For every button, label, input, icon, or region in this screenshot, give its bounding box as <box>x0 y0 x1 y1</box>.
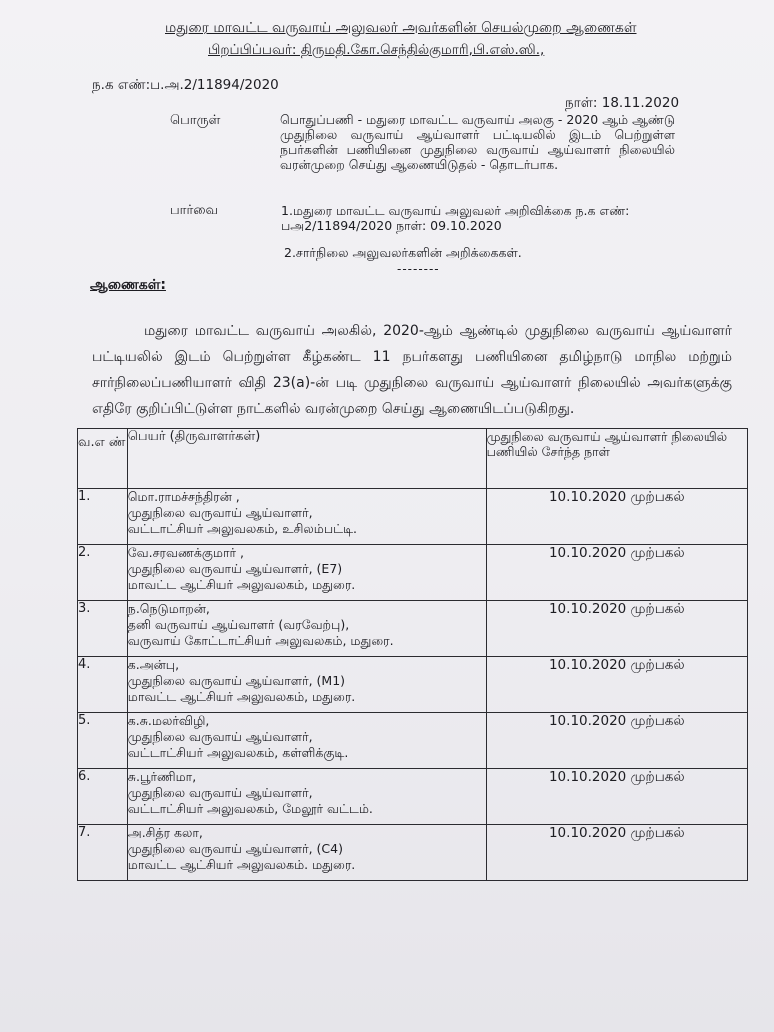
row-serial: 3. <box>78 601 128 657</box>
person-designation: முதுநிலை வருவாய் ஆய்வாளர், <box>127 785 313 800</box>
header-serial-number: வ.எ ண் <box>78 429 128 489</box>
table-row <box>78 657 748 713</box>
order-date: நாள்: 18.11.2020 <box>565 95 680 111</box>
table-row <box>78 713 748 769</box>
reference-label: பார்வை <box>170 203 219 218</box>
person-name: க.அன்பு, <box>127 657 180 672</box>
table-header-row <box>78 429 748 489</box>
table-row <box>78 489 748 545</box>
person-office: மாவட்ட ஆட்சியர் அலுவலகம். மதுரை. <box>127 857 356 872</box>
table-row <box>78 601 748 657</box>
row-joining-date: 10.10.2020 முற்பகல் <box>486 601 747 657</box>
person-office: மாவட்ட ஆட்சியர் அலுவலகம், மதுரை. <box>127 577 356 592</box>
person-name: க.சு.மலர்விழி, <box>127 713 210 728</box>
row-person <box>127 825 486 881</box>
order-paragraph: மதுரை மாவட்ட வருவாய் அலகில், 2020-ஆம் ஆண்டில் முதுநிலை வருவாய் ஆய்வாளர் பட்டியலில் இடம் பெற்றுள்ள கீழ்கண்ட 11 நபர்களது பணியினை தமிழ்நாடு மாநில மற்றும் சார்நிலைப்பணியாளர் விதி 23(a)-ன் படி முதுநிலை வருவாய் ஆய்வாளர் நிலையில் அவர்களுக்கு எதிரே குறிப்பிட்டுள்ள நாட்களில் வரன்முறை செய்து ஆணையிடப்படுகிறது. <box>92 323 732 417</box>
reference-item-2: 2.சார்நிலை அலுவலர்களின் அறிக்கைகள். <box>284 245 522 260</box>
person-office: மாவட்ட ஆட்சியர் அலுவலகம், மதுரை. <box>127 689 356 704</box>
reference-item-1: 1.மதுரை மாவட்ட வருவாய் அலுவலர் அறிவிக்கை ந.க எண்: பஅ2/11894/2020 நாள்: 09.10.2020 <box>281 203 630 233</box>
person-office: வட்டாட்சியர் அலுவலகம், கள்ளிக்குடி. <box>127 745 349 760</box>
person-office: வட்டாட்சியர் அலுவலகம், உசிலம்பட்டி. <box>127 521 357 536</box>
orders-heading: ஆணைகள்: <box>90 277 166 293</box>
person-name: அ.சித்ர கலா, <box>127 825 203 840</box>
row-joining-date: 10.10.2020 முற்பகல் <box>486 545 747 601</box>
subject-label: பொருள் <box>170 113 221 128</box>
person-designation: தனி வருவாய் ஆய்வாளர் (வரவேற்பு), <box>127 617 350 632</box>
subject-text: பொதுப்பணி - மதுரை மாவட்ட வருவாய் அலகு - 2020 ஆம் ஆண்டு முதுநிலை வருவாய் ஆய்வாளர் பட்டியலில் இடம் பெற்றுள்ள நபர்களின் பணியினை முதுநிலை வருவாய் ஆய்வாளர் நிலையில் வரன்முறை செய்து ஆணையிடுதல் - தொடர்பாக. <box>280 112 675 172</box>
person-designation: முதுநிலை வருவாய் ஆய்வாளர், <box>127 505 313 520</box>
person-name: மொ.ராமச்சந்திரன் , <box>127 489 240 504</box>
row-serial: 1. <box>78 489 128 545</box>
row-joining-date: 10.10.2020 முற்பகல் <box>486 713 747 769</box>
row-serial: 5. <box>78 713 128 769</box>
person-name: சு.பூர்ணிமா, <box>127 769 197 784</box>
person-designation: முதுநிலை வருவாய் ஆய்வாளர், <box>127 729 313 744</box>
row-joining-date: 10.10.2020 முற்பகல் <box>486 657 747 713</box>
row-person <box>127 657 486 713</box>
header-name: பெயர் (திருவாளர்கள்) <box>127 429 486 489</box>
row-joining-date: 10.10.2020 முற்பகல் <box>486 489 747 545</box>
row-person <box>127 545 486 601</box>
divider: -------- <box>397 262 440 276</box>
row-person <box>127 601 486 657</box>
row-person <box>127 769 486 825</box>
document-title: மதுரை மாவட்ட வருவாய் அலுவலர் அவர்களின் செயல்முறை ஆணைகள் <box>165 20 637 36</box>
row-serial: 7. <box>78 825 128 881</box>
table-row <box>78 769 748 825</box>
person-designation: முதுநிலை வருவாய் ஆய்வாளர், (E7) <box>127 561 343 576</box>
row-serial: 2. <box>78 545 128 601</box>
row-serial: 6. <box>78 769 128 825</box>
row-person <box>127 713 486 769</box>
issuer-line: பிறப்பிப்பவர்: திருமதி.கோ.செந்தில்குமாரி,பி.எஸ்.ஸி., <box>208 42 545 58</box>
person-office: வருவாய் கோட்டாட்சியர் அலுவலகம், மதுரை. <box>127 633 394 648</box>
row-joining-date: 10.10.2020 முற்பகல் <box>486 769 747 825</box>
row-serial: 4. <box>78 657 128 713</box>
table-row <box>78 545 748 601</box>
staff-table <box>77 428 748 881</box>
person-name: வே.சரவணக்குமார் , <box>127 545 244 560</box>
person-office: வட்டாட்சியர் அலுவலகம், மேலூர் வட்டம். <box>127 801 373 816</box>
reference-number: ந.க எண்:ப.அ.2/11894/2020 <box>92 77 279 93</box>
row-joining-date: 10.10.2020 முற்பகல் <box>486 825 747 881</box>
table-row <box>78 825 748 881</box>
person-designation: முதுநிலை வருவாய் ஆய்வாளர், (M1) <box>127 673 346 688</box>
row-person <box>127 489 486 545</box>
person-designation: முதுநிலை வருவாய் ஆய்வாளர், (C4) <box>127 841 343 856</box>
person-name: ந.நெடுமாறன், <box>127 601 210 616</box>
header-joining-date: முதுநிலை வருவாய் ஆய்வாளர் நிலையில் பணியில் சேர்ந்த நாள் <box>486 429 747 489</box>
